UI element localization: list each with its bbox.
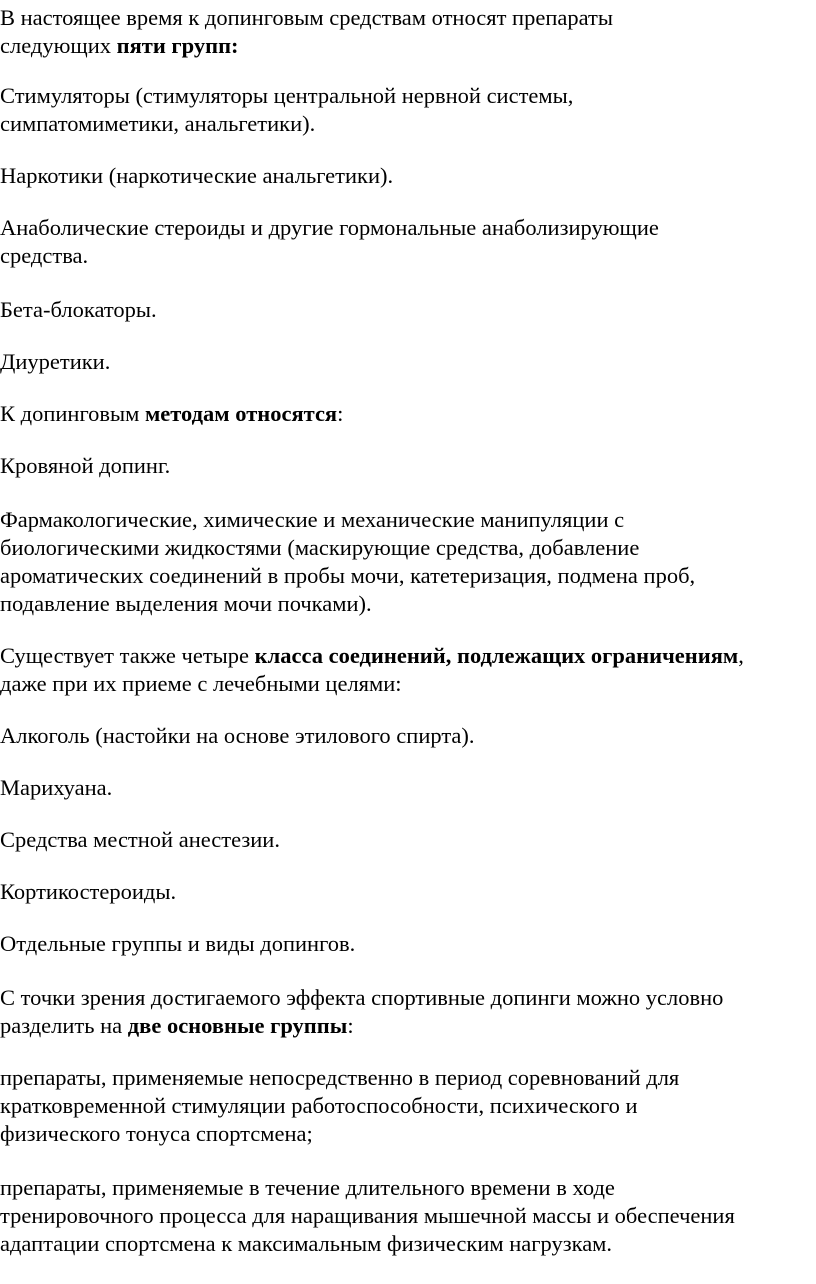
text-line: Фармакологические, химические и механические манипуляции с bbox=[0, 507, 625, 532]
paragraph-alcohol bbox=[0, 722, 812, 750]
text-line bbox=[0, 400, 812, 428]
text-line: С точки зрения достигаемого эффекта спортивные допинги можно условно bbox=[0, 985, 724, 1010]
text-line: средства. bbox=[0, 243, 89, 268]
text-line: кратковременной стимуляции работоспособности, психического и bbox=[0, 1093, 638, 1118]
text-line: Средства местной анестезии. bbox=[0, 827, 280, 852]
text-line: физического тонуса спортсмена; bbox=[0, 1121, 313, 1146]
text-line bbox=[0, 642, 812, 670]
paragraph-local-anesthetics bbox=[0, 826, 812, 854]
text-line: Диуретики. bbox=[0, 349, 111, 374]
paragraph-intro-methods bbox=[0, 400, 812, 428]
text-line: Отдельные группы и виды допингов. bbox=[0, 931, 356, 956]
paragraph-training-drugs bbox=[0, 1174, 812, 1258]
text-line: адаптации спортсмена к максимальным физическим нагрузкам. bbox=[0, 1231, 613, 1256]
paragraph-anabolic-steroids bbox=[0, 214, 812, 270]
text-line: Алкоголь (настойки на основе этилового спирта). bbox=[0, 723, 475, 748]
text-line: Кровяной допинг. bbox=[0, 453, 171, 478]
text-run: : bbox=[337, 401, 344, 426]
text-line bbox=[0, 32, 812, 60]
paragraph-marijuana bbox=[0, 774, 812, 802]
text-line: В настоящее время к допинговым средствам относят препараты bbox=[0, 5, 613, 30]
text-run: , bbox=[738, 643, 744, 668]
bold-text: класса соединений, подлежащих ограничениям bbox=[254, 643, 739, 668]
paragraph-corticosteroids bbox=[0, 878, 812, 906]
text-line: Стимуляторы (стимуляторы центральной нервной системы, bbox=[0, 83, 574, 108]
paragraph-competition-drugs bbox=[0, 1064, 812, 1148]
paragraph-two-groups bbox=[0, 984, 812, 1040]
text-line: Кортикостероиды. bbox=[0, 879, 177, 904]
paragraph-blood-doping bbox=[0, 452, 812, 480]
text-line: даже при их приеме с лечебными целями: bbox=[0, 671, 402, 696]
bold-text: пяти групп: bbox=[116, 33, 239, 58]
bold-text: методам относятся bbox=[144, 401, 338, 426]
text-line: препараты, применяемые в течение длительного времени в ходе bbox=[0, 1175, 615, 1200]
text-run: следующих bbox=[0, 33, 117, 58]
text-line: биологическими жидкостями (маскирующие средства, добавление bbox=[0, 535, 640, 560]
paragraph-doping-types bbox=[0, 930, 812, 958]
paragraph-stimulants bbox=[0, 82, 812, 138]
paragraph-restricted-classes bbox=[0, 642, 812, 698]
text-line: Бета-блокаторы. bbox=[0, 297, 157, 322]
bold-text: две основные группы bbox=[127, 1013, 348, 1038]
paragraph-manipulations bbox=[0, 506, 812, 618]
text-line: Марихуана. bbox=[0, 775, 113, 800]
text-line: симпатомиметики, анальгетики). bbox=[0, 111, 316, 136]
text-line: подавление выделения мочи почками). bbox=[0, 591, 372, 616]
paragraph-diuretics bbox=[0, 348, 812, 376]
text-line: Анаболические стероиды и другие гормональные анаболизирующие bbox=[0, 215, 659, 240]
paragraph-beta-blockers bbox=[0, 296, 812, 324]
paragraph-narcotics bbox=[0, 162, 812, 190]
paragraph-intro-substances bbox=[0, 4, 812, 60]
text-line: препараты, применяемые непосредственно в период соревнований для bbox=[0, 1065, 680, 1090]
text-line bbox=[0, 1012, 812, 1040]
text-line: тренировочного процесса для наращивания мышечной массы и обеспечения bbox=[0, 1203, 735, 1228]
text-run: : bbox=[347, 1013, 354, 1038]
text-run: К допинговым bbox=[0, 401, 145, 426]
text-line: Наркотики (наркотические анальгетики). bbox=[0, 163, 394, 188]
text-run: разделить на bbox=[0, 1013, 128, 1038]
text-run: Существует также четыре bbox=[0, 643, 255, 668]
text-line: ароматических соединений в пробы мочи, катетеризация, подмена проб, bbox=[0, 563, 696, 588]
